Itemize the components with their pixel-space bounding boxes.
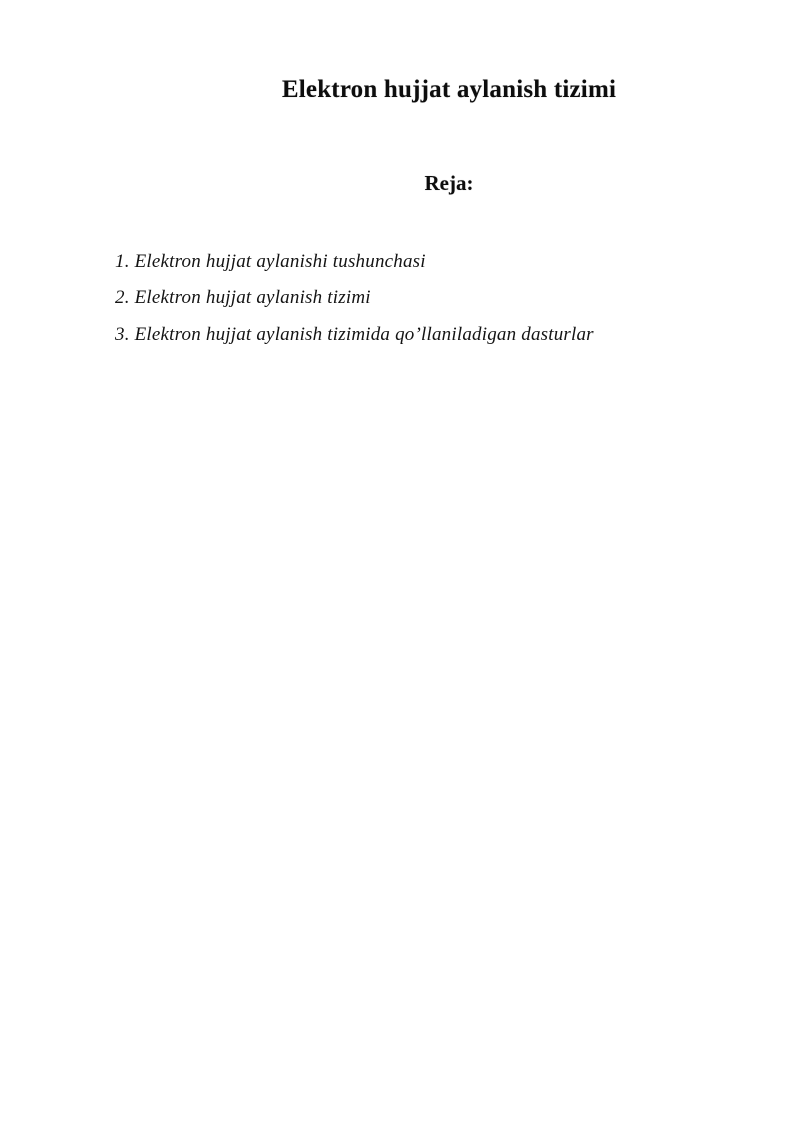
plan-list bbox=[98, 244, 800, 354]
document-title: Elektron hujjat aylanish tizimi bbox=[281, 76, 617, 103]
document-content bbox=[98, 0, 800, 353]
list-item: 1. Elektron hujjat aylanishi tushunchasi bbox=[115, 250, 426, 272]
list-item: 3. Elektron hujjat aylanish tizimida qo’llaniladigan dasturlar bbox=[115, 323, 594, 345]
list-item: 2. Elektron hujjat aylanish tizimi bbox=[115, 287, 371, 309]
plan-heading: Reja: bbox=[424, 170, 474, 195]
